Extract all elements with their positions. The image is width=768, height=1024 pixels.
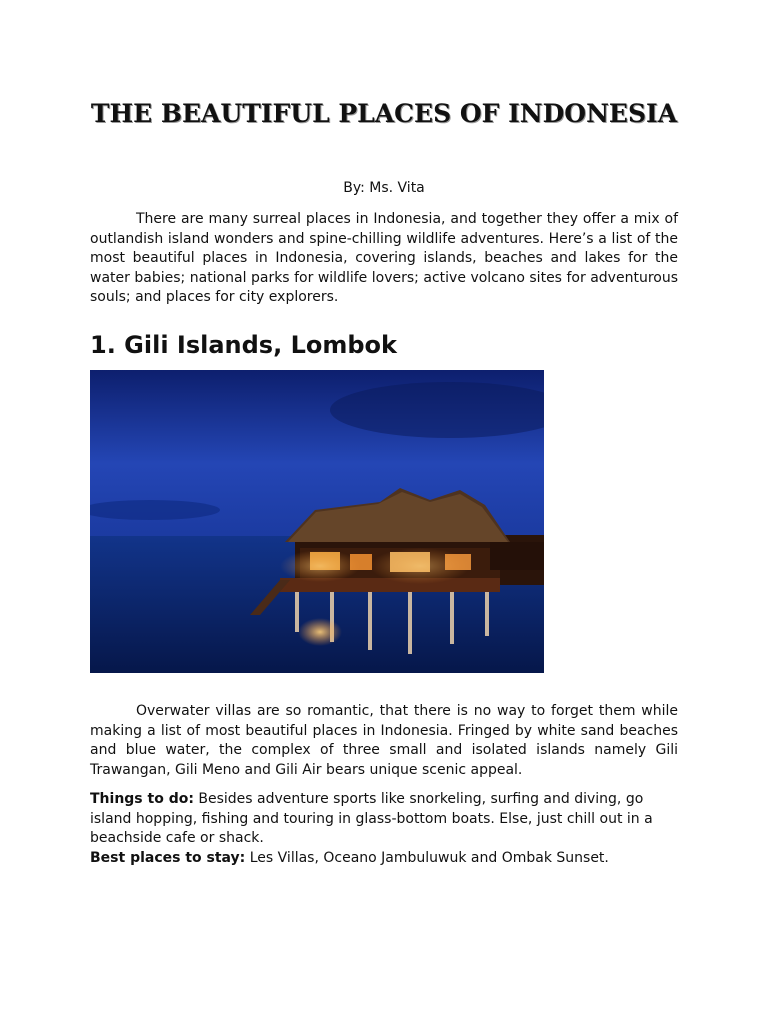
- things-to-do-label: Things to do:: [90, 791, 194, 807]
- overwater-villa-photo: [90, 370, 544, 673]
- best-places-to-stay-line: [90, 849, 678, 869]
- things-to-do-text: Besides adventure sports like snorkeling, surfing and diving, go island hopping, fishing and touring in glass-bottom boats. Else, just chill out in a beachside cafe or shack.: [90, 791, 653, 846]
- things-to-do-line: [90, 790, 678, 849]
- document-title: THE BEAUTIFUL PLACES OF INDONESIA: [90, 99, 678, 128]
- best-places-to-stay-label: Best places to stay:: [90, 849, 246, 866]
- intro-paragraph: There are many surreal places in Indonesia, and together they offer a mix of outlandish island wonders and spine-chilling wildlife adventures. Here’s a list of the most beautiful places in Indonesia, covering islands, beaches and lakes for the water babies; national parks for wildlife lovers; active volcano sites for adventurous souls; and places for city explorers.: [90, 211, 678, 305]
- section-heading-gili-islands: 1. Gili Islands, Lombok: [90, 331, 397, 359]
- villa-description-paragraph: Overwater villas are so romantic, that there is no way to forget them while making a list of most beautiful places in Indonesia. Fringed by white sand beaches and blue water, the complex of three small and isolated islands namely Gili Trawangan, Gili Meno and Gili Air bears unique scenic appeal.: [90, 703, 678, 778]
- travel-info: [90, 790, 678, 868]
- best-places-to-stay-text: Les Villas, Oceano Jambuluwuk and Ombak Sunset.: [249, 849, 609, 866]
- author-byline: By: Ms. Vita: [343, 180, 425, 196]
